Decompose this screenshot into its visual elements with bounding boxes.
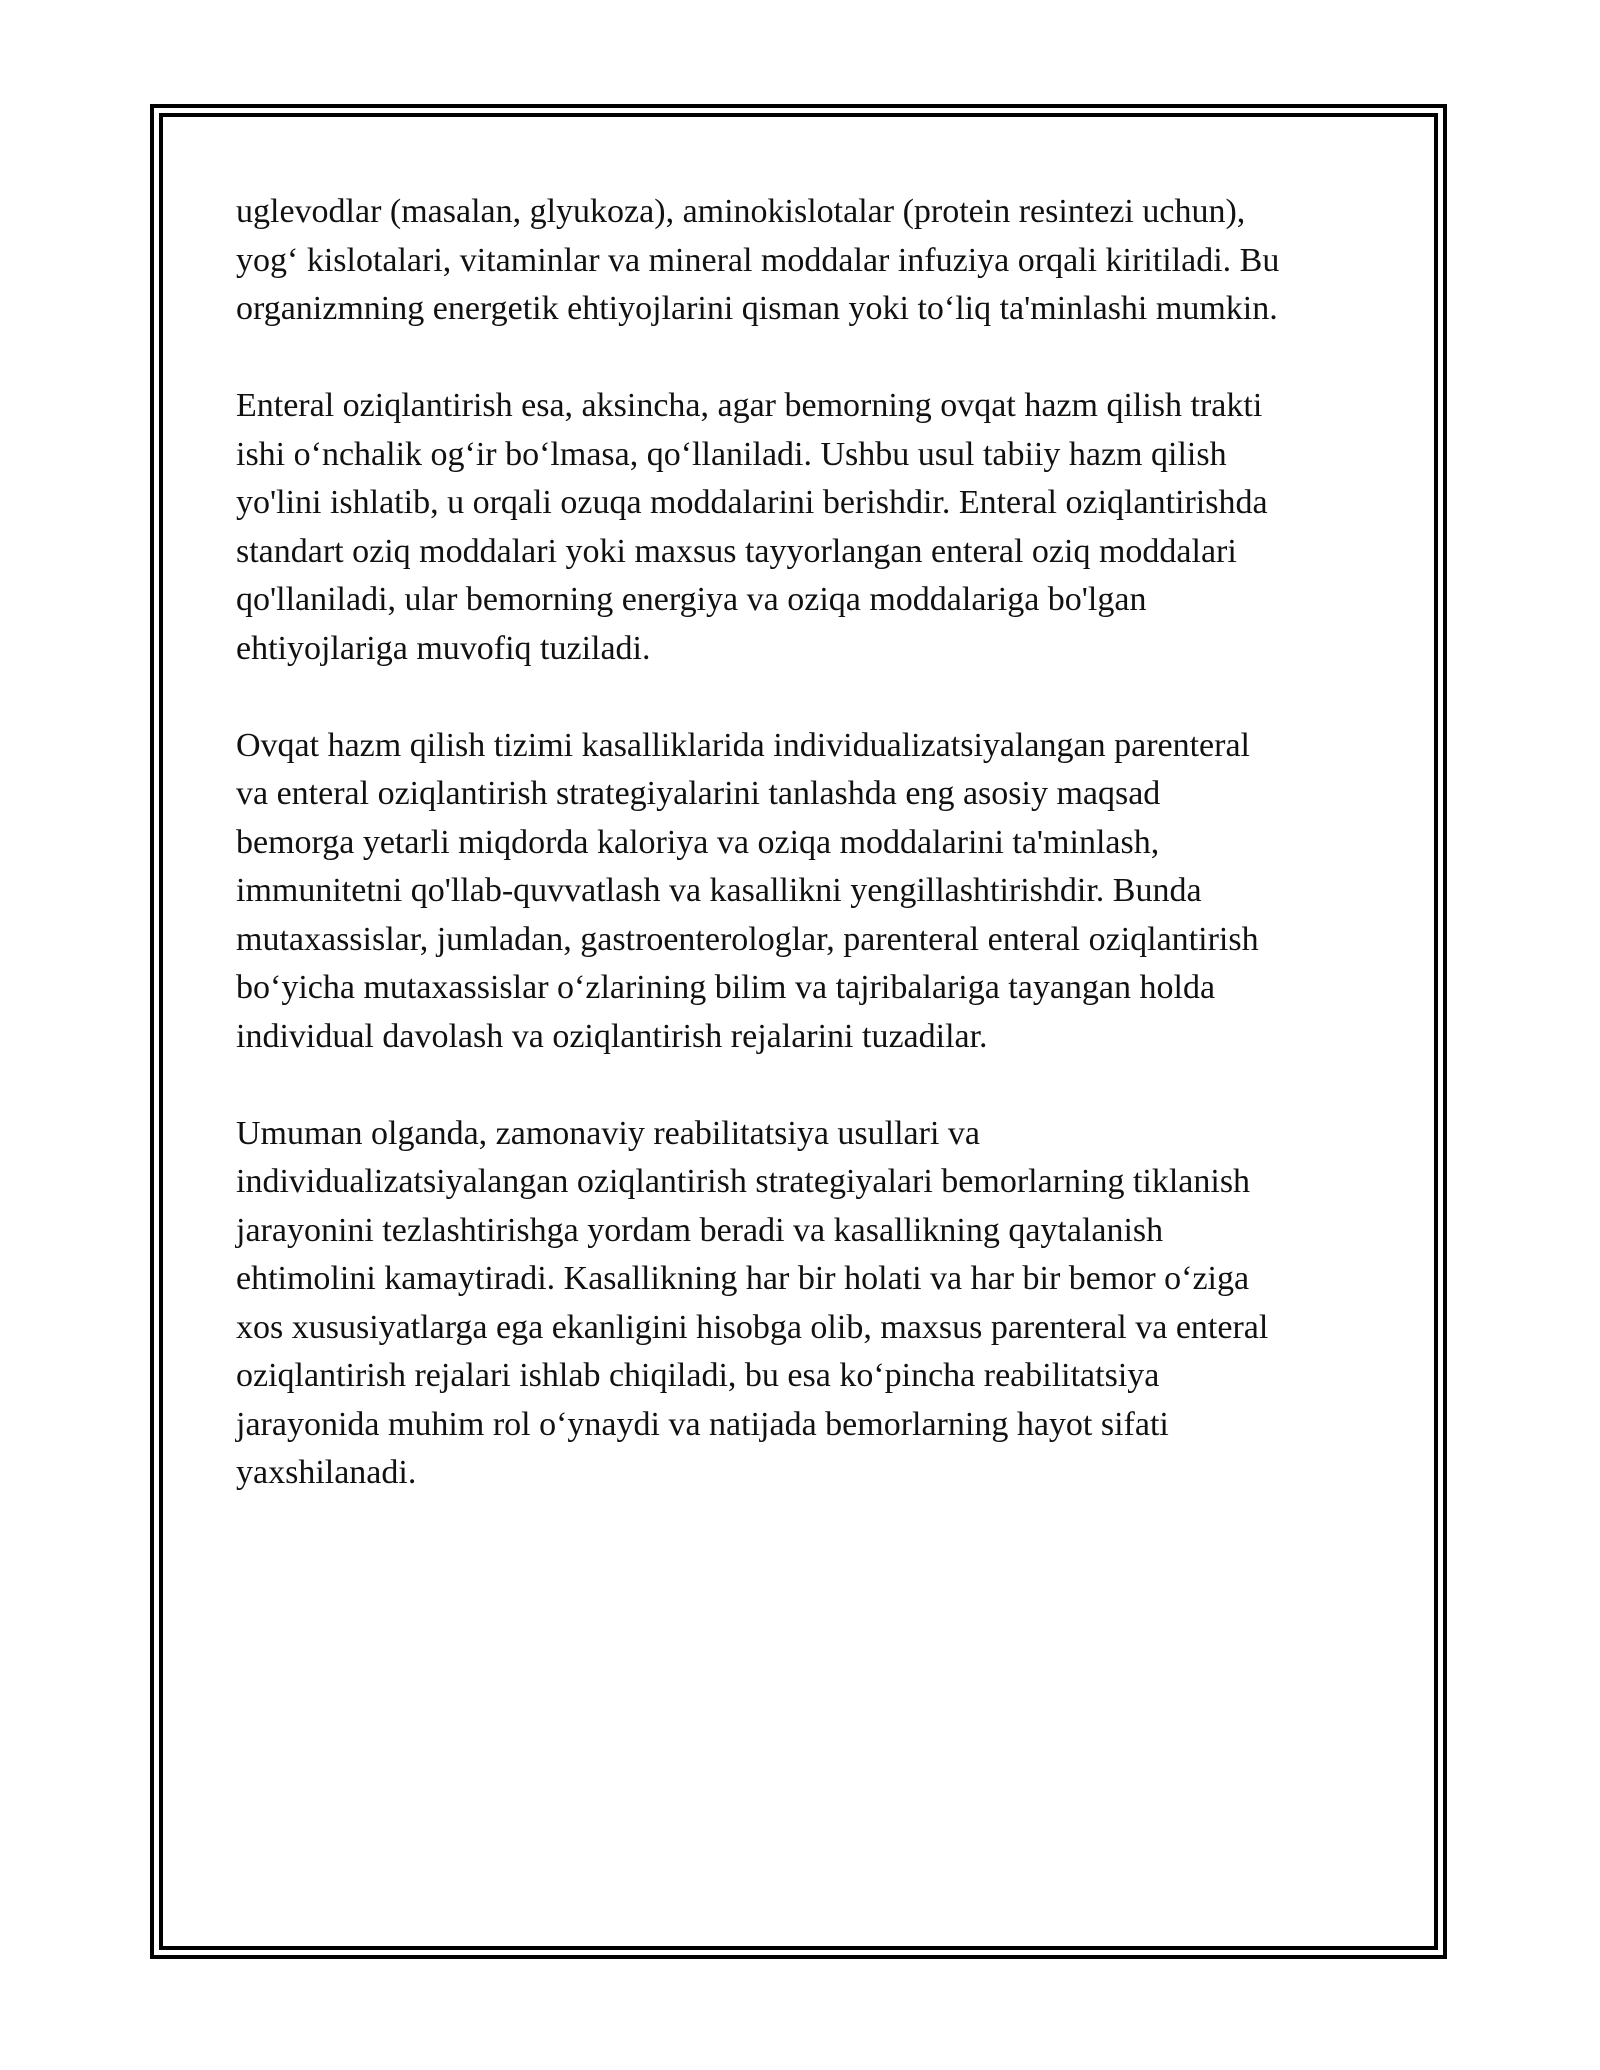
text-line: individual davolash va oziqlantirish rejalarini tuzadilar.: [236, 1017, 988, 1055]
paragraph-2: [236, 382, 1376, 673]
text-line: uglevodlar (masalan, glyukoza), aminokislotalar (protein resintezi uchun),: [236, 193, 1246, 230]
document-body: [236, 188, 1376, 1546]
text-line: jarayonini tezlashtirishga yordam beradi va kasallikning qaytalanish: [236, 1211, 1164, 1249]
text-line: yo'lini ishlatib, u orqali ozuqa moddalarini berishdir. Enteral oziqlantirishda: [236, 484, 1268, 521]
text-line: organizmning energetik ehtiyojlarini qisman yoki to‘liq ta'minlashi mumkin.: [236, 290, 1278, 327]
paragraph-3: [236, 722, 1376, 1062]
text-line: oziqlantirish rejalari ishlab chiqiladi, bu esa ko‘pincha reabilitatsiya: [236, 1357, 1160, 1394]
text-line: yog‘ kislotalari, vitaminlar va mineral moddalar infuziya orqali kiritiladi. Bu: [236, 241, 1280, 279]
text-line: xos xususiyatlarga ega ekanligini hisobga olib, maxsus parenteral va enteral: [236, 1308, 1269, 1346]
text-line: immunitetni qo'llab-quvvatlash va kasallikni yengillashtirishdir. Bunda: [236, 872, 1202, 909]
paragraph-4: [236, 1110, 1376, 1498]
text-line: yaxshilanadi.: [236, 1454, 417, 1491]
text-line: Ovqat hazm qilish tizimi kasalliklarida individualizatsiyalangan parenteral: [236, 726, 1251, 764]
text-line: bo‘yicha mutaxassislar o‘zlarining bilim va tajribalariga tayangan holda: [236, 969, 1216, 1006]
text-line: standart oziq moddalari yoki maxsus tayyorlangan enteral oziq moddalari: [236, 532, 1237, 570]
text-line: mutaxassislar, jumladan, gastroenterologlar, parenteral enteral oziqlantirish: [236, 920, 1259, 958]
text-line: bemorga yetarli miqdorda kaloriya va oziqa moddalarini ta'minlash,: [236, 823, 1160, 861]
text-line: ehtiyojlariga muvofiq tuziladi.: [236, 629, 651, 667]
text-line: Umuman olganda, zamonaviy reabilitatsiya usullari va: [236, 1114, 980, 1152]
text-line: va enteral oziqlantirish strategiyalarini tanlashda eng asosiy maqsad: [236, 775, 1161, 812]
text-line: jarayonida muhim rol o‘ynaydi va natijada bemorlarning hayot sifati: [236, 1405, 1169, 1443]
text-line: ishi o‘nchalik og‘ir bo‘lmasa, qo‘llaniladi. Ushbu usul tabiiy hazm qilish: [236, 435, 1227, 473]
text-line: individualizatsiyalangan oziqlantirish strategiyalari bemorlarning tiklanish: [236, 1163, 1251, 1200]
text-line: ehtimolini kamaytiradi. Kasallikning har bir holati va har bir bemor o‘ziga: [236, 1260, 1250, 1297]
text-line: Enteral oziqlantirish esa, aksincha, agar bemorning ovqat hazm qilish trakti: [236, 387, 1263, 424]
text-line: qo'llaniladi, ular bemorning energiya va oziqa moddalariga bo'lgan: [236, 581, 1147, 618]
paragraph-1: [236, 188, 1376, 334]
